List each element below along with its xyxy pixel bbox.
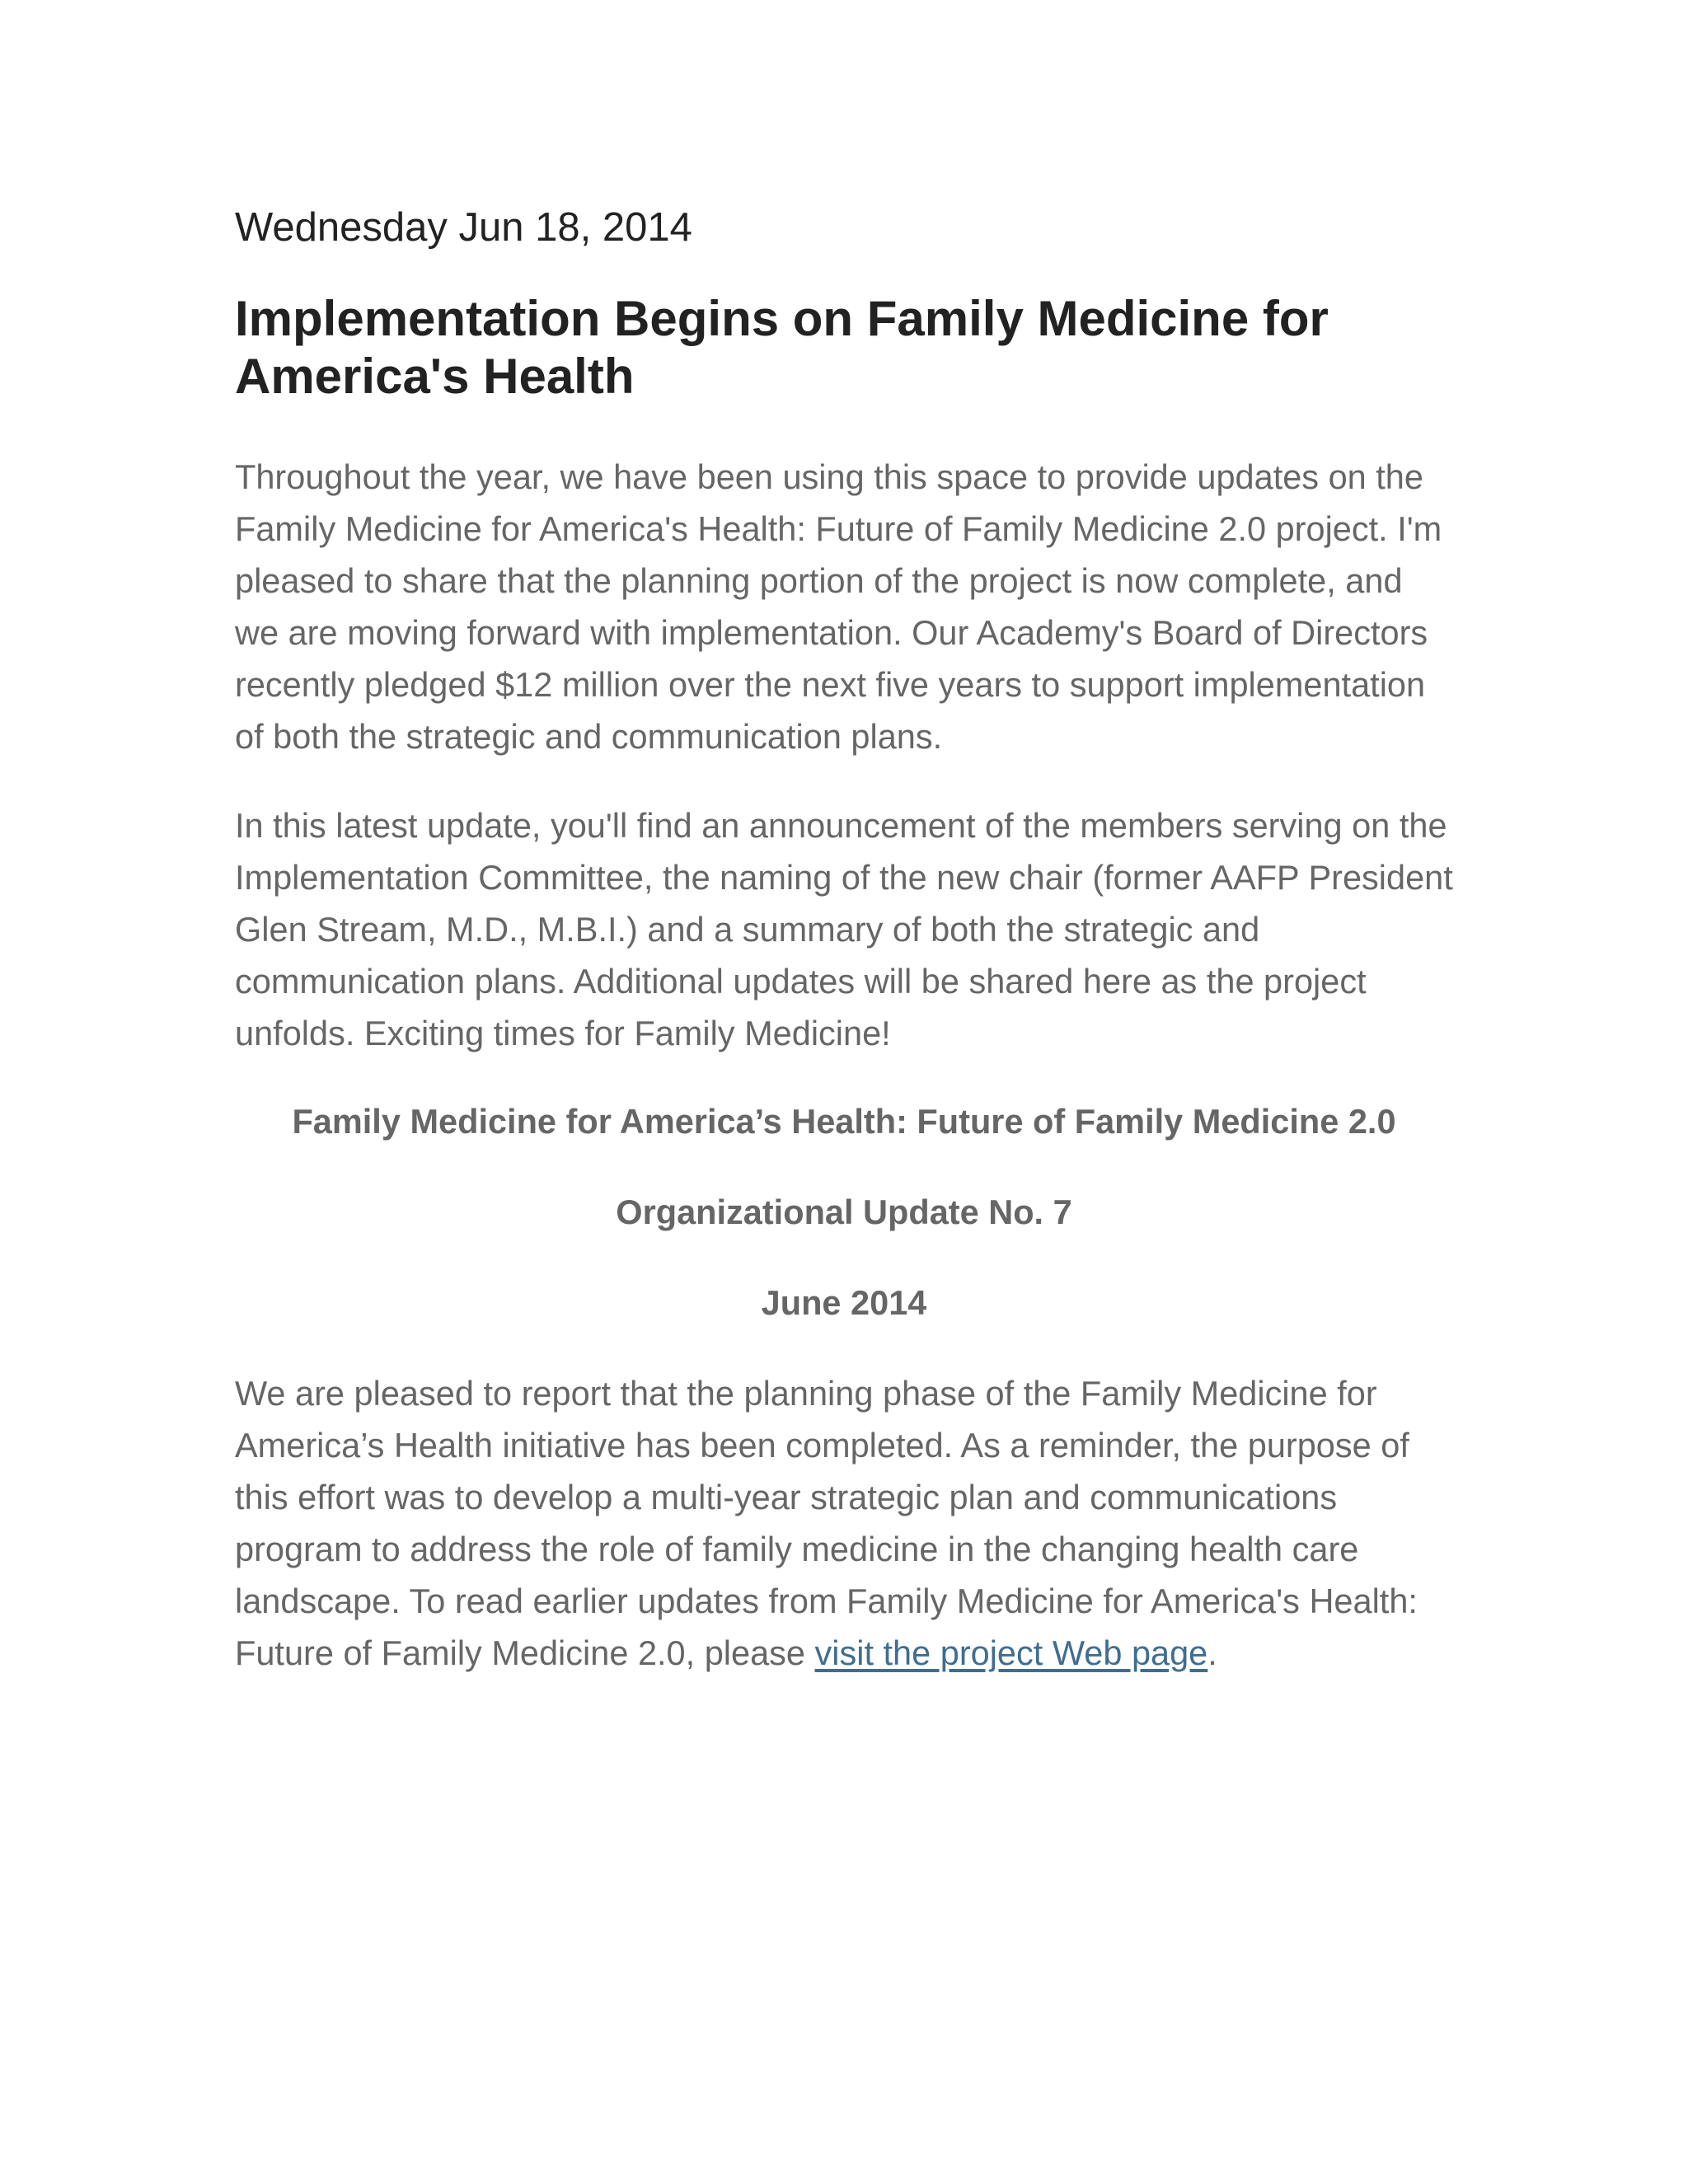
update-number: Organizational Update No. 7: [616, 1193, 1072, 1231]
update-paragraph-end: .: [1207, 1633, 1217, 1672]
update-paragraph-text: We are pleased to report that the planning phase of the Family Medicine for America’s Health initiative has been completed. As a reminder, the purpose of this effort was to develop a multi-year strategic plan and communications program to address the role of family medicine in the changing health care landscape. To read earlier updates from Family Medicine for America's Health: Future of Family Medicine 2.0, please: [235, 1374, 1418, 1672]
update-date: June 2014: [761, 1283, 927, 1322]
intro-paragraph-2: In this latest update, you'll find an announcement of the members serving on the Implementation Committee, the naming of the new chair (former AAFP President Glen Stream, M.D., M.B.I.) and a summary of both the strategic and communication plans. Additional updates will be shared here as the project unfolds. Exciting times for Family Medicine!: [235, 806, 1453, 1052]
update-paragraph: [235, 1367, 1453, 1679]
post-title: Implementation Begins on Family Medicine for America's Health: [235, 291, 1329, 404]
update-heading: Family Medicine for America’s Health: Future of Family Medicine 2.0: [292, 1102, 1396, 1141]
intro-paragraph-1: Throughout the year, we have been using this space to provide updates on the Family Medicine for America's Health: Future of Family Medicine 2.0 project. I'm pleased to share that the planning portion of the project is now complete, and we are moving forward with implementation. Our Academy's Board of Directors recently pledged $12 million over the next five years to support implementation of both the strategic and communication plans.: [235, 457, 1442, 756]
project-web-page-link[interactable]: visit the project Web page: [814, 1633, 1208, 1672]
post-date: Wednesday Jun 18, 2014: [235, 205, 692, 250]
